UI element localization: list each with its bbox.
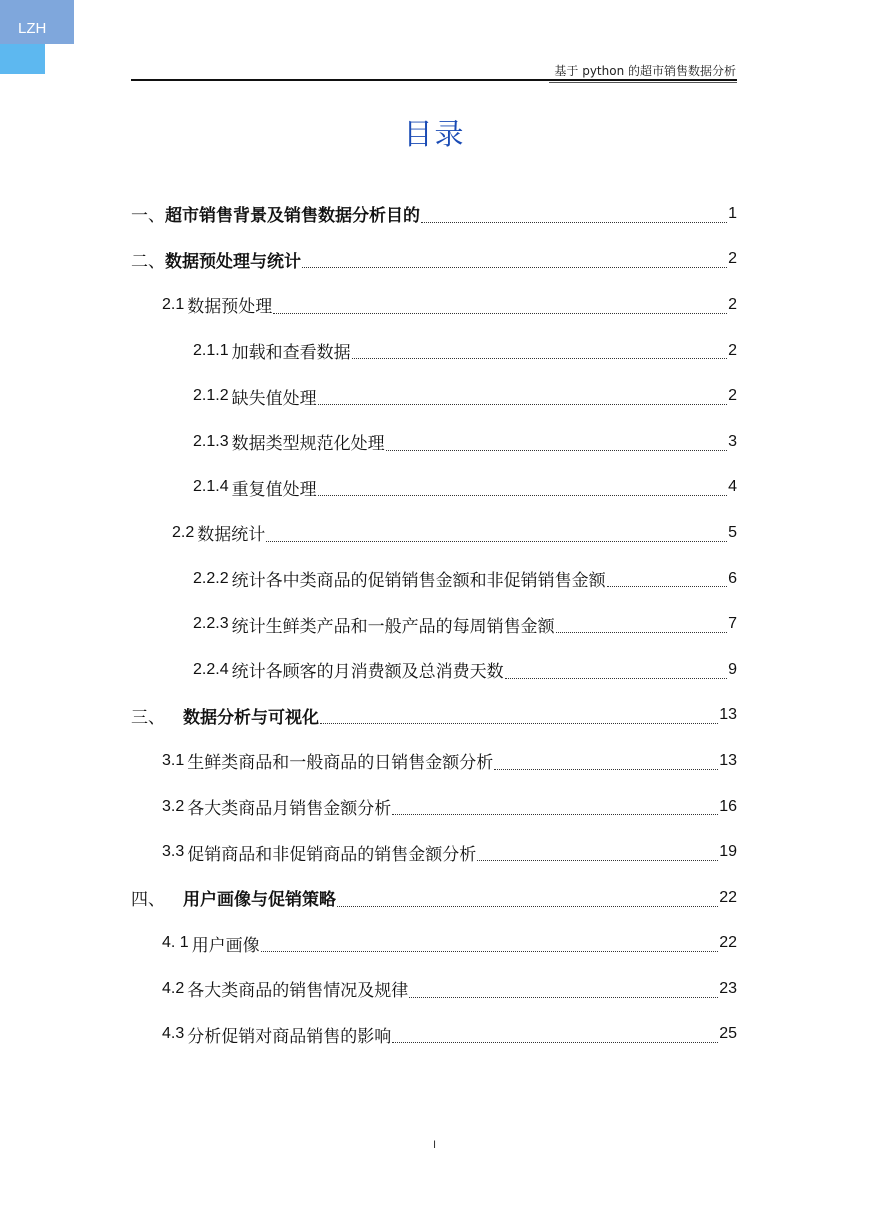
toc-entry-2-1-1[interactable]: [131, 328, 737, 374]
toc-entry-2-2-2[interactable]: [131, 556, 737, 602]
toc-leader-dots: [302, 266, 727, 268]
toc-entry-number: 3.1: [162, 751, 185, 769]
toc-entry-label: 重复值处理: [231, 479, 317, 500]
toc-leader-dots: [352, 357, 728, 359]
logo-text: LZH: [18, 20, 47, 37]
toc-entry-page: 13: [719, 751, 737, 769]
running-header-title: 基于 python 的超市销售数据分析: [554, 64, 736, 78]
toc-entry-ch1[interactable]: [131, 191, 737, 237]
toc-entry-page: 7: [728, 615, 737, 633]
toc-entry-page: 2: [728, 341, 737, 359]
toc-entry-number: 2.1.2: [193, 387, 229, 405]
toc-entry-number: 2.1: [162, 295, 185, 313]
toc-entry-number: 3.3: [162, 843, 185, 861]
toc-leader-dots: [273, 312, 727, 314]
toc-leader-dots: [556, 631, 728, 633]
toc-entry-2-1[interactable]: [131, 282, 737, 328]
toc-entry-label: 数据预处理: [187, 297, 273, 318]
toc-entry-page: 25: [719, 1025, 737, 1043]
toc-entry-number: 2.1.1: [193, 341, 229, 359]
toc-leader-dots: [386, 449, 728, 451]
toc-leader-dots: [607, 585, 728, 587]
toc-title: 目录: [403, 117, 466, 151]
toc-leader-dots: [494, 768, 718, 770]
toc-entry-label: 统计各中类商品的促销销售金额和非促销销售金额: [231, 571, 606, 592]
toc-entry-label: 加载和查看数据: [231, 343, 351, 364]
toc-entry-label: 促销商品和非促销商品的销售金额分析: [187, 844, 477, 865]
toc-entry-ch3[interactable]: [131, 693, 737, 739]
toc-entry-page: 1: [728, 204, 737, 222]
toc-entry-number: 4.3: [162, 1025, 185, 1043]
toc-list: [131, 191, 737, 1057]
toc-leader-dots: [421, 221, 727, 223]
toc-entry-2-2[interactable]: [131, 510, 737, 556]
toc-entry-label: 统计生鲜类产品和一般产品的每周销售金额: [231, 616, 555, 637]
toc-entry-label: 数据预处理与统计: [165, 251, 301, 272]
toc-entry-2-1-4[interactable]: [131, 465, 737, 511]
toc-entry-number: 二、: [131, 251, 165, 272]
toc-entry-page: 13: [719, 706, 737, 724]
toc-entry-number: 2.1.3: [193, 432, 229, 450]
toc-entry-2-2-3[interactable]: [131, 601, 737, 647]
toc-entry-label: 各大类商品的销售情况及规律: [187, 981, 409, 1002]
toc-entry-label: 缺失值处理: [231, 388, 317, 409]
toc-leader-dots: [337, 905, 718, 907]
toc-entry-3-1[interactable]: [131, 738, 737, 784]
toc-entry-2-1-2[interactable]: [131, 373, 737, 419]
toc-entry-number: 2.2.3: [193, 615, 229, 633]
toc-entry-label: 超市销售背景及销售数据分析目的: [165, 206, 420, 227]
toc-leader-dots: [392, 813, 718, 815]
toc-entry-number: 四、: [131, 890, 165, 911]
toc-entry-ch4[interactable]: [131, 875, 737, 921]
toc-entry-number: 一、: [131, 206, 165, 227]
toc-entry-page: 2: [728, 250, 737, 268]
page-number: I: [432, 1139, 437, 1151]
toc-entry-number: 2.1.4: [193, 478, 229, 496]
toc-entry-label: 数据类型规范化处理: [231, 434, 385, 455]
toc-entry-number: 3.2: [162, 797, 185, 815]
toc-leader-dots: [261, 950, 719, 952]
toc-entry-4-1[interactable]: [131, 921, 737, 967]
toc-entry-label: 生鲜类商品和一般商品的日销售金额分析: [187, 753, 494, 774]
toc-entry-page: 2: [728, 295, 737, 313]
toc-entry-number: 4. 1: [162, 934, 189, 952]
toc-entry-number: 2.2.2: [193, 569, 229, 587]
toc-leader-dots: [409, 996, 718, 998]
toc-entry-ch2[interactable]: [131, 237, 737, 283]
toc-entry-label: 数据统计: [197, 525, 266, 546]
toc-leader-dots: [266, 540, 727, 542]
toc-entry-page: 6: [728, 569, 737, 587]
toc-entry-2-1-3[interactable]: [131, 419, 737, 465]
toc-entry-page: 22: [719, 934, 737, 952]
toc-entry-label: 数据分析与可视化: [183, 707, 319, 728]
toc-entry-2-2-4[interactable]: [131, 647, 737, 693]
toc-leader-dots: [318, 494, 728, 496]
toc-entry-number: 2.2: [172, 523, 195, 541]
toc-entry-number: 三、: [131, 707, 165, 728]
toc-entry-label: 统计各顾客的月消费额及总消费天数: [231, 662, 504, 683]
toc-entry-label: 用户画像与促销策略: [183, 890, 336, 911]
toc-entry-3-2[interactable]: [131, 784, 737, 830]
toc-entry-label: 用户画像: [191, 935, 260, 956]
toc-entry-page: 3: [728, 432, 737, 450]
toc-entry-page: 4: [728, 478, 737, 496]
toc-leader-dots: [477, 859, 718, 861]
toc-entry-label: 分析促销对商品销售的影响: [187, 1026, 392, 1047]
toc-leader-dots: [505, 677, 728, 679]
toc-entry-page: 9: [728, 660, 737, 678]
toc-entry-3-3[interactable]: [131, 829, 737, 875]
toc-entry-page: 19: [719, 843, 737, 861]
toc-leader-dots: [320, 722, 718, 724]
toc-entry-page: 2: [728, 387, 737, 405]
toc-entry-number: 2.2.4: [193, 660, 229, 678]
toc-entry-4-2[interactable]: [131, 966, 737, 1012]
toc-leader-dots: [392, 1041, 718, 1043]
toc-entry-number: 4.2: [162, 979, 185, 997]
toc-entry-page: 16: [719, 797, 737, 815]
toc-entry-page: 23: [719, 979, 737, 997]
toc-entry-page: 22: [719, 888, 737, 906]
toc-entry-label: 各大类商品月销售金额分析: [187, 799, 392, 820]
header-rule: [131, 79, 737, 81]
header-rule-thin: [549, 82, 737, 83]
toc-entry-page: 5: [728, 523, 737, 541]
toc-leader-dots: [318, 403, 728, 405]
toc-entry-4-3[interactable]: [131, 1012, 737, 1058]
